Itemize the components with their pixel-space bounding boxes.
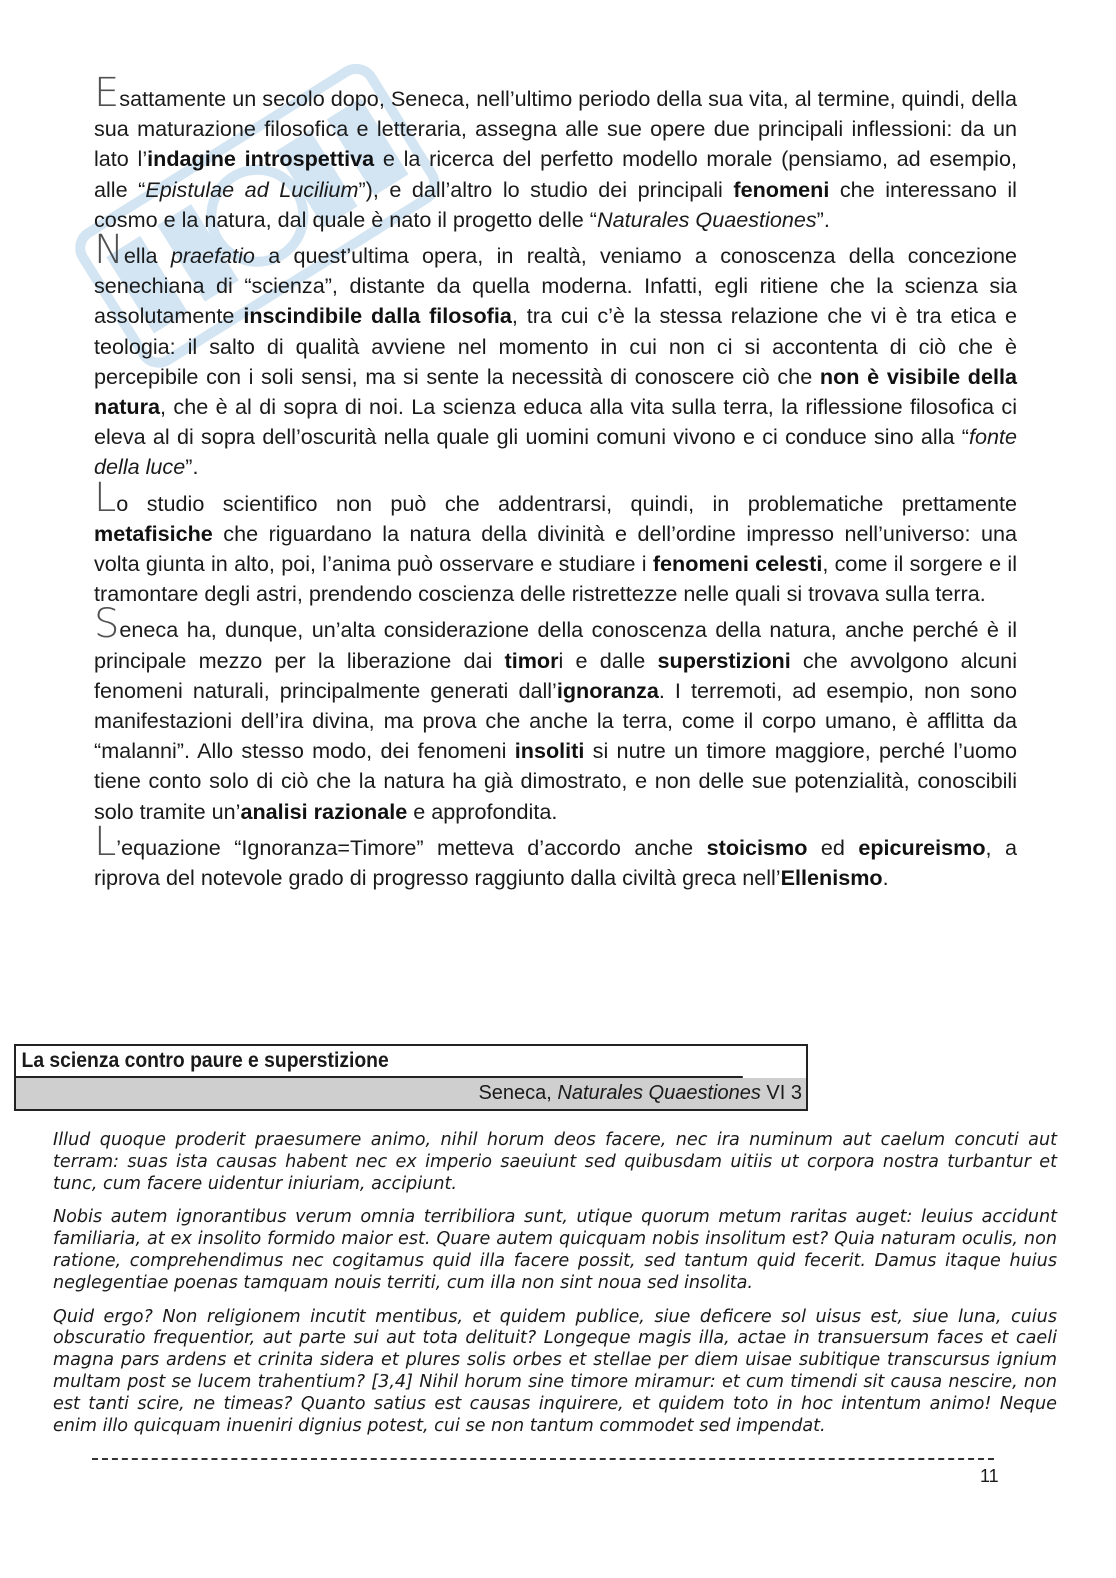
italic-term: Naturales Quaestiones: [596, 206, 817, 232]
text-run: i e dalle: [558, 647, 658, 673]
text-run: ”.: [816, 206, 830, 232]
latin-paragraph: Illud quoque proderit praesumere animo, nihil horum deos facere, nec ira numinum aut caelum concuti aut terram: suas ista causas habent nec ex imperio saeuiunt sed quibusdam uitiis ut corpora nostra turbantur et tunc, cum facere uidentur iniuriam, accipiunt.: [53, 1130, 1057, 1194]
text-run: che interessano il cosmo e la natura, dal quale è nato il progetto delle “: [94, 176, 1017, 232]
source-work: Naturales Quaestiones: [557, 1082, 761, 1104]
text-run: o studio scientifico non può che addentrarsi, quindi, in problematiche prettamente: [116, 490, 1017, 516]
latin-paragraph: Nobis autem ignorantibus verum omnia terribiliora sunt, utique quorum metum raritas auget: leuius accidunt familiaria, at ex insolito formido maior est. Quare autem quicquam nobis insolitum est? Quia naturam oculis, non ratione, comprehendimus nec cogitamus quid illa facere possit, sed tantum quid fecerit. Damus itaque huius neglegentiae poenas tamquam nouis territi, cum illa non sint noua sed insolita.: [53, 1207, 1057, 1293]
footer-divider: [92, 1458, 994, 1460]
italic-term: Epistulae ad Lucilium: [145, 176, 359, 202]
bold-term: insoliti: [514, 738, 585, 764]
text-run: , come il sorgere e il tramontare degli astri, prendendo coscienza delle ristrettezze nelle quali si trovava sulla terra.: [94, 551, 1017, 607]
text-run: , a riprova del notevole grado di progresso raggiunto dalla civiltà greca nell’: [94, 834, 1017, 891]
text-run: , tra cui c’è la stessa relazione che vi è tra etica e teologia: il salto di qualità avviene nel momento in cui non ci si accontenta di ciò che è percepibile con i soli sensi, ma si sente la necessità di conoscere ciò che: [94, 303, 1017, 389]
body-paragraph: [94, 818, 1017, 893]
latin-paragraph: Quid ergo? Non religionem incutit mentibus, et quidem publice, siue deficere sol uisus est, siue luna, cuius obscuratio frequentior, aut parte sui aut tota delituit? Longeque magis illa, actae in transuersum faces et caeli magna pars ardens et crinita sidera et plures solis orbes et stellae per diem uisae subitique transcursus ignium multam post se lucem trahentium? [3,4] Nihil horum sine timore miramur: et cum timendi sit causa nescire, non est tanti scire, ne timeas? Quanto satius est causas inquirere, et quidem toto in hoc intentum animo! Neque enim illo quicquam inueniri dignius potest, cui se non tantum commodet sed impendat.: [53, 1306, 1057, 1436]
italic-term: fonte della luce: [94, 424, 1017, 480]
bold-term: Ellenismo: [780, 865, 883, 891]
bold-term: indagine introspettiva: [147, 146, 375, 172]
bold-term: analisi razionale: [240, 798, 408, 824]
drop-cap: N: [94, 227, 124, 274]
body-paragraph: [94, 227, 1017, 483]
text-run: ”.: [185, 454, 199, 480]
body-text: [94, 70, 1018, 899]
body-paragraph: [94, 474, 1017, 610]
bold-term: fenomeni celesti: [652, 551, 823, 577]
text-run: si nutre un timore maggiore, perché l’uomo tiene conto solo di ciò che la natura ha già dimostrato, e non delle sue potenzialità, conoscibili solo tramite un’: [94, 738, 1017, 824]
bold-term: non è visibile della natura: [94, 363, 1017, 420]
latin-excerpt: [53, 1130, 1057, 1449]
text-run: e la ricerca del perfetto modello morale (pensiamo, ad esempio, alle “: [94, 146, 1017, 202]
bold-term: ignoranza: [556, 677, 659, 703]
text-run: .: [882, 865, 889, 891]
text-run: ”), e dall’altro lo studio dei principali: [358, 176, 734, 202]
source-ref: VI 3: [760, 1082, 802, 1104]
text-run: , che è al di sopra di noi. La scienza educa alla vita sulla terra, la riflessione filosofica ci eleva al di sopra dell’oscurità nella quale gli uomini comuni vivono e ci conduce sino alla “: [94, 394, 1017, 450]
excerpt-header-box: [14, 1044, 808, 1111]
page-number: 11: [980, 1466, 999, 1486]
bold-term: inscindibile dalla filosofia: [243, 303, 512, 329]
bold-term: fenomeni: [733, 176, 830, 202]
text-run: ella: [123, 243, 171, 269]
bold-term: epicureismo: [858, 834, 986, 860]
bold-term: superstizioni: [657, 647, 791, 673]
text-run: ed: [807, 834, 859, 860]
excerpt-source: [16, 1078, 806, 1109]
text-run: che riguardano la natura della divinità e dell’ordine impresso nell’universo: una volta giunta in alto, poi, l’anima può osservare e studiare i: [94, 520, 1017, 577]
body-paragraph: [94, 70, 1017, 235]
text-run: a quest’ultima opera, in realtà, veniamo a conoscenza della concezione senechiana di “scienza”, distante da quella moderna. Infatti, egli ritiene che la scienza sia assolutamente: [94, 243, 1017, 329]
text-run: e approfondita.: [407, 798, 558, 824]
drop-cap: L: [94, 474, 117, 521]
source-author: Seneca,: [478, 1082, 558, 1104]
text-run: . I terremoti, ad esempio, non sono manifestazioni dell’ira divina, ma prova che anche la terra, come il corpo umano, è afflitta da “malanni”. Allo stesso modo, dei fenomeni: [94, 677, 1018, 764]
italic-term: praefatio: [170, 243, 255, 269]
drop-cap: E: [94, 70, 120, 116]
drop-cap: S: [94, 601, 120, 648]
drop-cap: L: [94, 818, 117, 865]
text-run: che avvolgono alcuni fenomeni naturali, principalmente generati dall’: [94, 647, 1017, 703]
excerpt-title: La scienza contro paure e superstizione: [16, 1046, 743, 1078]
text-run: eneca ha, dunque, un’alta considerazione della conoscenza della natura, anche perché è il principale mezzo per la liberazione dai: [94, 617, 1017, 673]
body-paragraph: [94, 601, 1018, 826]
bold-term: stoicismo: [706, 834, 808, 860]
text-run: ’equazione “Ignoranza=Timore” metteva d’accordo anche: [116, 834, 707, 860]
bold-term: timor: [504, 647, 559, 673]
text-run: sattamente un secolo dopo, Seneca, nell’ultimo periodo della sua vita, al termine, quindi, della sua maturazione filosofica e letteraria, assegna alle sue opere due principali inflessioni: da un lato l’: [94, 86, 1017, 172]
bold-term: metafisiche: [94, 520, 213, 546]
